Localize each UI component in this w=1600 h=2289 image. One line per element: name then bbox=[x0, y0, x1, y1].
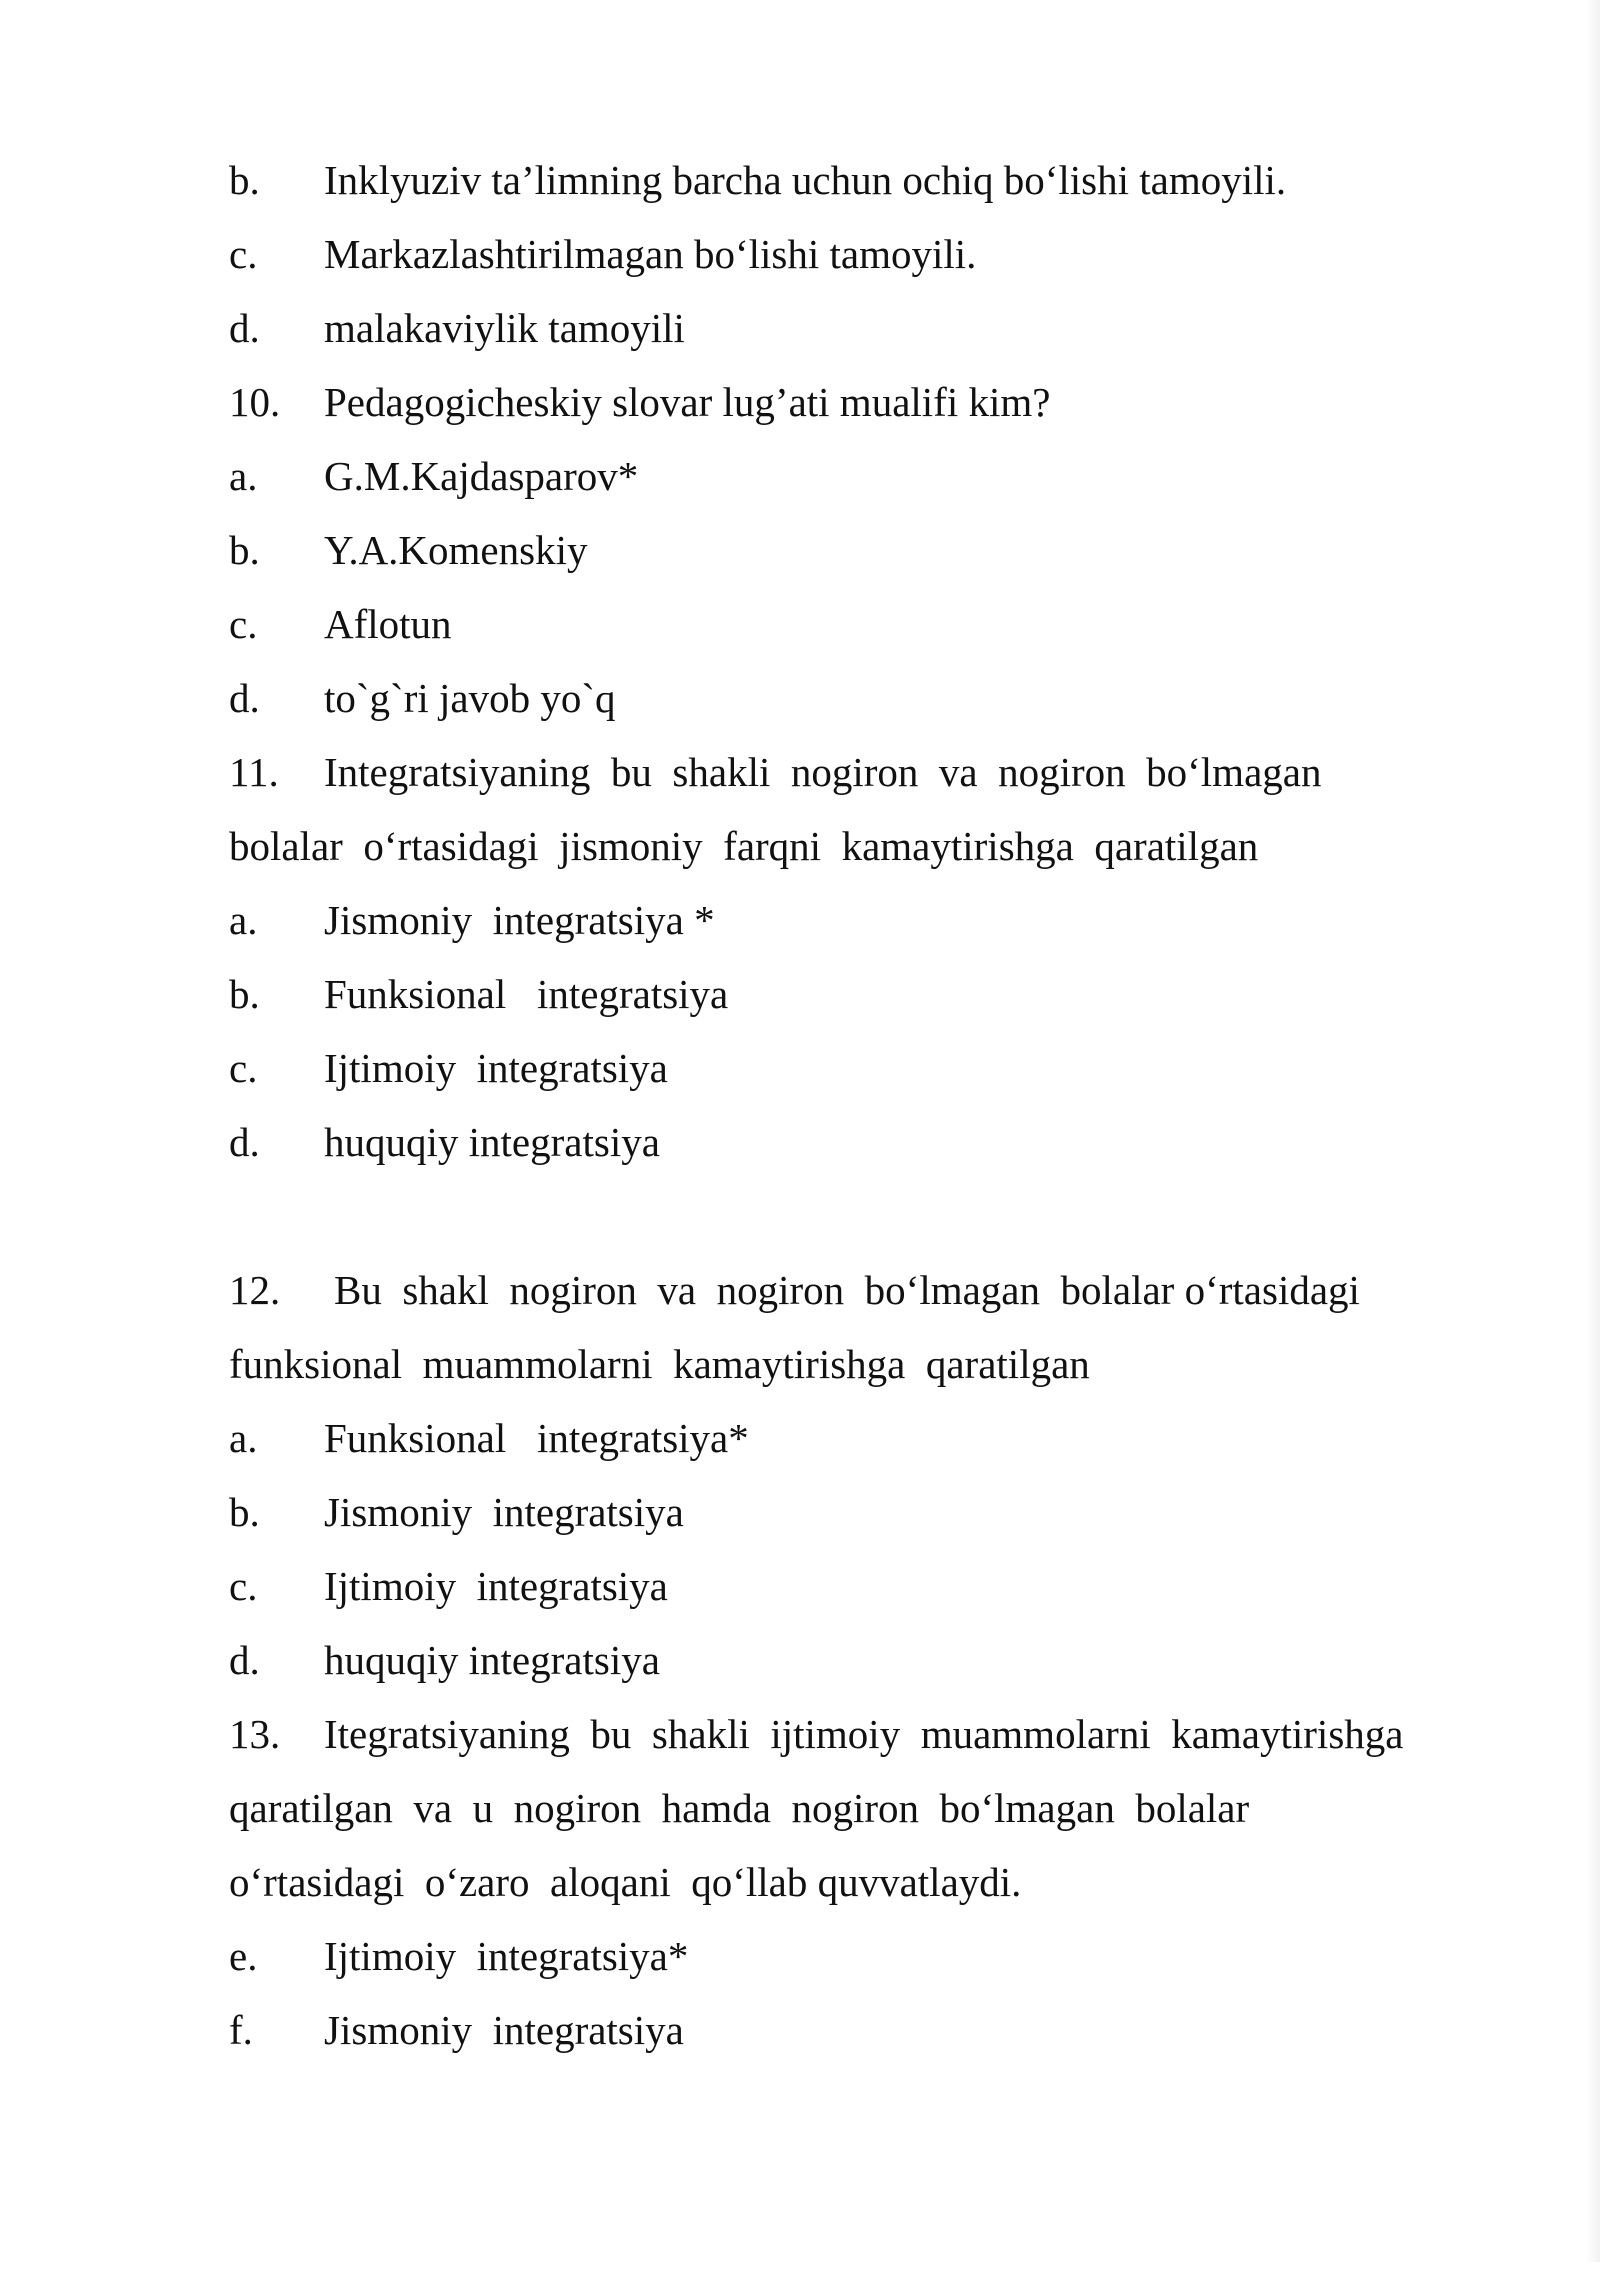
option-text: to`g`ri javob yo`q bbox=[324, 675, 616, 721]
option-label: c. bbox=[229, 1045, 258, 1091]
question-11 bbox=[229, 735, 1322, 809]
option-label: a. bbox=[229, 1415, 258, 1461]
question-text: Integratsiyaning bu shakli nogiron va nogiron bo‘lmagan bbox=[324, 749, 1322, 795]
question-13 bbox=[229, 1697, 1404, 1771]
option-label: d. bbox=[229, 1637, 260, 1683]
option-label: b. bbox=[229, 1489, 260, 1535]
question-number: 12. bbox=[229, 1267, 281, 1313]
answer-option bbox=[229, 1105, 660, 1179]
option-label: f. bbox=[229, 2007, 253, 2053]
answer-option bbox=[229, 1031, 668, 1105]
option-label: e. bbox=[229, 1933, 258, 1979]
answer-option bbox=[229, 513, 588, 587]
question-text-continuation: o‘rtasidagi o‘zaro aloqani qo‘llab quvvatlaydi. bbox=[229, 1859, 1022, 1905]
question-text: Pedagogicheskiy slovar lug’ati mualifi kim? bbox=[324, 379, 1051, 425]
answer-option bbox=[229, 143, 1287, 217]
option-label: c. bbox=[229, 601, 258, 647]
answer-option bbox=[229, 439, 639, 513]
question-text-continuation: bolalar o‘rtasidagi jismoniy farqni kamaytirishga qaratilgan bbox=[229, 823, 1259, 869]
answer-option bbox=[229, 1475, 684, 1549]
option-text: Markazlashtirilmagan bo‘lishi tamoyili. bbox=[324, 231, 977, 277]
answer-option bbox=[229, 217, 977, 291]
option-text: Ijtimoiy integratsiya bbox=[324, 1045, 668, 1091]
option-label: c. bbox=[229, 231, 258, 277]
option-text: Funksional integratsiya* bbox=[324, 1415, 749, 1461]
question-text-continuation: qaratilgan va u nogiron hamda nogiron bo‘lmagan bolalar bbox=[229, 1785, 1250, 1831]
option-label: b. bbox=[229, 971, 260, 1017]
option-label: c. bbox=[229, 1563, 258, 1609]
option-label: a. bbox=[229, 453, 258, 499]
option-text: huquqiy integratsiya bbox=[324, 1637, 660, 1683]
answer-option bbox=[229, 291, 685, 365]
question-12 bbox=[229, 1253, 1360, 1327]
option-text: Funksional integratsiya bbox=[324, 971, 729, 1017]
option-label: b. bbox=[229, 157, 260, 203]
option-text: Jismoniy integratsiya * bbox=[324, 897, 715, 943]
option-text: Jismoniy integratsiya bbox=[324, 1489, 684, 1535]
answer-option bbox=[229, 883, 715, 957]
answer-option bbox=[229, 1919, 689, 1993]
option-text: huquqiy integratsiya bbox=[324, 1119, 660, 1165]
option-text: Ijtimoiy integratsiya* bbox=[324, 1933, 689, 1979]
answer-option bbox=[229, 661, 616, 735]
question-number: 11. bbox=[229, 749, 279, 795]
answer-option bbox=[229, 1401, 749, 1475]
question-text: Itegratsiyaning bu shakli ijtimoiy muammolarni kamaytirishga bbox=[324, 1711, 1404, 1757]
question-10 bbox=[229, 365, 1051, 439]
option-text: Ijtimoiy integratsiya bbox=[324, 1563, 668, 1609]
page-edge-shadow bbox=[1586, 0, 1600, 2262]
answer-option bbox=[229, 1993, 684, 2067]
option-label: b. bbox=[229, 527, 260, 573]
question-number: 10. bbox=[229, 379, 281, 425]
question-text: Bu shakl nogiron va nogiron bo‘lmagan bolalar o‘rtasidagi bbox=[334, 1267, 1360, 1313]
option-text: Y.A.Komenskiy bbox=[324, 527, 588, 573]
answer-option bbox=[229, 957, 729, 1031]
option-text: G.M.Kajdasparov* bbox=[324, 453, 639, 499]
option-text: Jismoniy integratsiya bbox=[324, 2007, 684, 2053]
option-label: d. bbox=[229, 305, 260, 351]
option-label: d. bbox=[229, 675, 260, 721]
question-number: 13. bbox=[229, 1711, 281, 1757]
answer-option bbox=[229, 587, 452, 661]
option-label: a. bbox=[229, 897, 258, 943]
option-text: Aflotun bbox=[324, 601, 452, 647]
option-text: malakaviylik tamoyili bbox=[324, 305, 685, 351]
answer-option bbox=[229, 1549, 668, 1623]
question-text-continuation: funksional muammolarni kamaytirishga qaratilgan bbox=[229, 1341, 1090, 1387]
option-text: Inklyuziv ta’limning barcha uchun ochiq bo‘lishi tamoyili. bbox=[324, 157, 1287, 203]
answer-option bbox=[229, 1623, 660, 1697]
option-label: d. bbox=[229, 1119, 260, 1165]
